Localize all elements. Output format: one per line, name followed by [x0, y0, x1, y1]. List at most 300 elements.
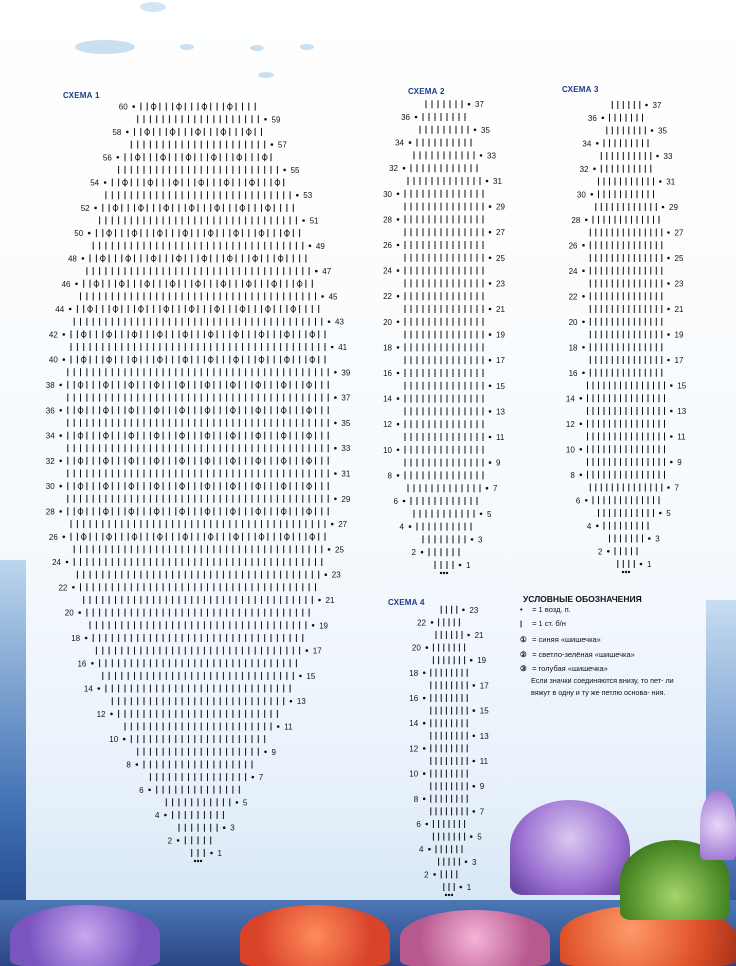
stitch-row [426, 100, 462, 108]
stitch-row [405, 254, 483, 262]
chain-dot [426, 823, 429, 826]
stitch-row [411, 497, 477, 505]
stitch-row [185, 836, 210, 844]
row-number: 19 [319, 621, 329, 631]
row-number: 16 [77, 659, 87, 669]
chain-dot [177, 839, 180, 842]
stitch-row [405, 267, 483, 275]
chain-dot [651, 129, 654, 132]
chain-dot [462, 609, 465, 612]
stitch-row [405, 241, 483, 249]
stitch-row [590, 331, 662, 339]
chain-dot [328, 548, 331, 551]
chain-dot [489, 385, 492, 388]
row-number: 8 [413, 794, 419, 804]
chain-dot [582, 295, 585, 298]
row-number: 12 [383, 420, 392, 430]
scheme-2-title: СХЕМА 2 [408, 87, 445, 96]
row-number: 28 [571, 215, 581, 225]
stitch-row [405, 471, 483, 479]
stitch-row [90, 621, 306, 629]
row-number: 24 [383, 266, 392, 276]
row-number: 15 [496, 381, 505, 391]
chain-dot [334, 422, 337, 425]
row-number: 13 [479, 731, 489, 741]
row-number: 5 [487, 509, 492, 519]
stitch-row [74, 545, 322, 553]
legend-title: УСЛОВНЫЕ ОБОЗНАЧЕНИЯ [523, 594, 642, 604]
chain-dot [397, 372, 400, 375]
stitch-row [408, 484, 480, 492]
chain-dot [309, 245, 312, 248]
stitch-row [77, 305, 318, 313]
stitch-row [588, 394, 665, 402]
stitch-row [431, 744, 467, 752]
chain-dot [331, 523, 334, 526]
bobble-1-symbol: ① [520, 635, 527, 644]
row-number: 6 [393, 497, 398, 506]
stitch-row [588, 420, 665, 428]
stitch-row [81, 583, 316, 591]
bobble-2-symbol: ② [520, 650, 527, 659]
legend-item-single-crochet [520, 619, 566, 628]
stitch-row [599, 178, 654, 186]
row-number: 10 [565, 445, 575, 455]
stitch-row [173, 811, 224, 819]
chain-dot [433, 873, 436, 876]
row-number: 6 [416, 820, 421, 829]
stitch-row [68, 419, 328, 427]
chain-dot [334, 396, 337, 399]
chain-dot [667, 486, 670, 489]
start-chain-dot [445, 894, 447, 896]
row-number: 7 [479, 807, 485, 817]
chain-dot [296, 194, 299, 197]
chain-dot [659, 512, 662, 515]
stitch-row [68, 470, 328, 478]
row-number: 21 [496, 305, 505, 314]
chain-dot [306, 649, 309, 652]
stitch-row [439, 618, 460, 626]
row-number: 23 [331, 570, 341, 580]
row-number: 3 [472, 857, 477, 867]
stitch-row [68, 507, 328, 515]
legend-item-lightgreen-bobble [520, 650, 635, 659]
row-number: 4 [418, 845, 424, 855]
stitch-row [106, 685, 290, 693]
stitch-row [414, 151, 474, 159]
chain-dot [63, 333, 66, 336]
row-number: 20 [64, 608, 74, 618]
stitch-row [435, 561, 453, 569]
stitch-row [119, 710, 278, 718]
chain-dot [66, 561, 69, 564]
row-number: 18 [383, 343, 392, 353]
row-number: 23 [674, 279, 684, 289]
stitch-row [433, 656, 464, 664]
stitch-row [405, 369, 483, 377]
stitch-row [112, 179, 283, 187]
stitch-row [610, 114, 643, 122]
chain-dot [473, 785, 476, 788]
chain-dot [473, 810, 476, 813]
stitch-row [131, 141, 264, 149]
row-number: 22 [58, 583, 68, 593]
chain-dot [473, 735, 476, 738]
row-number: 27 [496, 228, 505, 238]
stitch-row [405, 190, 483, 198]
stitch-row [68, 406, 328, 414]
chain-dot [667, 308, 670, 311]
stitch-row [71, 520, 325, 528]
chain-dot [423, 772, 426, 775]
chain-dot [431, 621, 434, 624]
row-number: 7 [674, 483, 679, 493]
stitch-row [411, 164, 477, 172]
row-number: 42 [48, 330, 58, 340]
chain-dot [85, 637, 88, 640]
stitch-row [599, 190, 654, 198]
legend-item-label: = голубая «шишечка» [532, 664, 608, 673]
stitch-row [433, 644, 464, 652]
chain-dot [397, 397, 400, 400]
chain-dot [321, 295, 324, 298]
chain-dot [69, 308, 72, 311]
row-number: 8 [570, 470, 575, 480]
chain-dot [299, 675, 302, 678]
stitch-row [601, 165, 651, 173]
stitch-row [599, 509, 654, 517]
chain-dot [596, 525, 599, 528]
stitch-row [112, 697, 283, 705]
row-number: 4 [154, 811, 160, 820]
row-number: 58 [112, 127, 122, 137]
stitch-row [157, 786, 240, 794]
row-number: 9 [271, 747, 276, 757]
start-chain-dot [440, 572, 442, 574]
stitch-row [131, 735, 264, 743]
chain-dot [426, 646, 429, 649]
chain-dot [328, 320, 331, 323]
row-number: 5 [666, 509, 671, 518]
stitch-row [588, 458, 665, 466]
stitch-row [405, 382, 483, 390]
row-number: 32 [389, 164, 398, 174]
stitch-row [87, 609, 309, 617]
stitch-row [106, 191, 290, 199]
stitch-row [590, 318, 662, 326]
chain-dot [397, 449, 400, 452]
row-number: 50 [74, 229, 84, 239]
row-number: 19 [496, 330, 505, 340]
chain-dot [480, 513, 483, 516]
stitch-row [150, 773, 245, 781]
stitch-row [431, 807, 467, 815]
stitch-row [119, 166, 278, 174]
chain-dot [489, 308, 492, 311]
stitch-row [179, 824, 217, 832]
chain-dot [489, 231, 492, 234]
stitch-row [68, 482, 328, 490]
chain-dot [580, 474, 583, 477]
row-number: 29 [341, 494, 351, 504]
stitch-row [90, 254, 306, 262]
row-number: 1 [466, 883, 472, 892]
row-number: 9 [479, 782, 485, 792]
stitch-row [74, 558, 322, 566]
row-number: 17 [479, 681, 489, 691]
stitch-row [604, 139, 648, 147]
start-chain-dot [628, 571, 630, 573]
row-number: 36 [587, 113, 597, 123]
start-chain-dot [448, 894, 450, 896]
row-number: 52 [80, 203, 90, 213]
row-number: 31 [493, 177, 502, 186]
chain-dot [98, 687, 101, 690]
chain-dot [489, 410, 492, 413]
row-number: 22 [568, 292, 578, 302]
legend-item-blue-bobble [520, 635, 601, 644]
row-number: 35 [341, 418, 351, 428]
stitch-row [604, 522, 648, 530]
row-number: 8 [126, 760, 131, 770]
row-number: 26 [48, 532, 58, 542]
stitch-row [431, 707, 467, 715]
row-number: 9 [496, 458, 501, 468]
row-number: 25 [335, 545, 344, 555]
stitch-row [618, 560, 635, 568]
chain-dot [582, 321, 585, 324]
row-number: 49 [315, 241, 325, 251]
row-number: 25 [496, 253, 505, 263]
chain-dot [59, 409, 62, 412]
stitch-row [96, 647, 299, 655]
row-number: 60 [118, 102, 128, 112]
stitch-row [405, 318, 483, 326]
row-number: 12 [565, 419, 575, 429]
row-number: 38 [45, 380, 55, 390]
row-number: 11 [677, 432, 686, 442]
stitch-row [405, 446, 483, 454]
stitch-row [405, 459, 483, 467]
start-chain-dot [625, 571, 627, 573]
row-number: 19 [477, 656, 487, 666]
chain-dot [63, 536, 66, 539]
stitch-row [405, 420, 483, 428]
chain-dot [59, 485, 62, 488]
stitch-row [405, 395, 483, 403]
row-number: 7 [493, 484, 498, 494]
chain-dot [210, 852, 213, 855]
row-number: 26 [568, 241, 578, 251]
chain-dot [148, 789, 151, 792]
row-number: 3 [655, 534, 660, 544]
chain-dot [126, 131, 129, 134]
chain-dot [331, 346, 334, 349]
chain-dot [252, 776, 255, 779]
chain-dot [59, 434, 62, 437]
chain-dot [645, 104, 648, 107]
chain-dot [318, 599, 321, 602]
chain-dot [110, 713, 113, 716]
row-number: 6 [575, 496, 581, 506]
row-number: 23 [496, 279, 505, 289]
stitch-row [417, 139, 471, 147]
chain-dot [667, 359, 670, 362]
chain-dot [662, 206, 665, 209]
stitch-row [590, 280, 662, 288]
row-number: 43 [335, 317, 344, 327]
chain-dot [277, 725, 280, 728]
stitch-row [612, 101, 640, 109]
row-number: 1 [217, 849, 222, 858]
stitch-row [71, 343, 325, 351]
stitch-row [590, 343, 662, 351]
row-number: 13 [496, 407, 505, 417]
row-number: 28 [383, 215, 392, 225]
row-number: 15 [306, 671, 316, 681]
chain-dot [667, 257, 670, 260]
start-chain-dot [446, 572, 448, 574]
start-chain-dot [622, 571, 624, 573]
chain-dot [59, 460, 62, 463]
stitch-row [81, 292, 316, 300]
chain-dot [670, 461, 673, 464]
scheme-1-title: СХЕМА 1 [63, 91, 100, 100]
stitch-row [439, 858, 460, 866]
chain-dot [403, 500, 406, 503]
row-number: 4 [586, 521, 592, 531]
chain-dot [63, 358, 66, 361]
row-number: 30 [576, 190, 586, 200]
row-number: 21 [674, 305, 684, 314]
chain-dot [607, 550, 610, 553]
stitch-row [441, 606, 457, 614]
chain-dot [489, 436, 492, 439]
stitch-row [590, 292, 662, 300]
stitch-row [431, 757, 467, 765]
chain-dot [397, 218, 400, 221]
row-number: 18 [568, 343, 578, 353]
row-number: 40 [48, 355, 58, 365]
stitch-row [607, 127, 646, 135]
row-number: 28 [45, 507, 55, 517]
stitch-row [405, 433, 483, 441]
row-number: 6 [139, 785, 144, 795]
chain-dot [421, 551, 424, 554]
legend-item-label: = 1 возд. п. [532, 605, 571, 614]
stitch-row [68, 495, 328, 503]
chain-dot [667, 282, 670, 285]
chain-dot [667, 333, 670, 336]
row-number: 15 [677, 381, 687, 391]
chain-dot [489, 205, 492, 208]
row-number: 51 [309, 216, 319, 226]
row-number: 26 [383, 241, 392, 250]
chain-dot [489, 359, 492, 362]
stitch-row [192, 849, 205, 857]
chain-dot [397, 193, 400, 196]
scheme-1-chart [46, 103, 351, 858]
row-number: 36 [401, 113, 410, 122]
legend-item-lightblue-bobble [520, 664, 608, 673]
row-number: 1 [466, 561, 471, 570]
stitch-row [405, 356, 483, 364]
row-number: 37 [652, 101, 662, 110]
stitch-row [68, 394, 328, 402]
chain-dot [264, 751, 267, 754]
stitch-row [405, 228, 483, 236]
stitch-row [429, 548, 459, 556]
stitch-row [431, 770, 467, 778]
stitch-row [590, 229, 662, 237]
stitch-row [431, 719, 467, 727]
chain-dot [460, 886, 463, 889]
row-number: 30 [45, 482, 55, 492]
chain-dot [397, 474, 400, 477]
stitch-row [405, 292, 483, 300]
chain-dot [223, 826, 226, 829]
chain-dot [468, 103, 471, 106]
stitch-row [588, 407, 665, 415]
row-number: 59 [271, 115, 281, 125]
start-chain-dot [443, 572, 445, 574]
stitch-row [436, 845, 462, 853]
stitch-row [590, 369, 662, 377]
row-number: 18 [409, 668, 419, 678]
scheme-4-title: СХЕМА 4 [388, 598, 425, 607]
stitch-row [405, 279, 483, 287]
row-number: 18 [71, 634, 81, 643]
row-number: 11 [496, 433, 505, 442]
chain-dot [82, 257, 85, 260]
chain-dot [489, 282, 492, 285]
chain-dot [75, 283, 78, 286]
row-number: 9 [677, 458, 682, 467]
row-number: 45 [328, 292, 338, 302]
row-number: 57 [277, 140, 287, 150]
row-number: 24 [52, 558, 61, 567]
stitch-row [433, 820, 464, 828]
stitch-row [166, 798, 230, 806]
row-number: 47 [322, 267, 332, 277]
chain-dot [486, 487, 489, 490]
row-number: 34 [395, 138, 404, 148]
chain-dot [593, 168, 596, 171]
stitch-row [408, 177, 480, 185]
stitch-row [93, 242, 303, 250]
stitch-row [74, 318, 322, 326]
stitch-row [596, 203, 657, 211]
stitch-row [68, 457, 328, 465]
row-number: 53 [303, 191, 313, 201]
chain-dot [667, 231, 670, 234]
row-number: 46 [61, 279, 71, 289]
chain-dot [334, 371, 337, 374]
row-number: 39 [341, 368, 351, 378]
chain-dot [72, 586, 75, 589]
scheme-3-title: СХЕМА 3 [562, 85, 599, 94]
stitch-row [615, 547, 637, 555]
stitch-row [405, 343, 483, 351]
stitch-row [100, 659, 297, 667]
row-number: 14 [409, 719, 419, 729]
row-number: 21 [474, 631, 484, 640]
row-number: 48 [67, 254, 77, 264]
row-number: 13 [296, 697, 306, 707]
legend-item-label: = 1 ст. б/н [532, 619, 566, 628]
chain-dot [670, 384, 673, 387]
